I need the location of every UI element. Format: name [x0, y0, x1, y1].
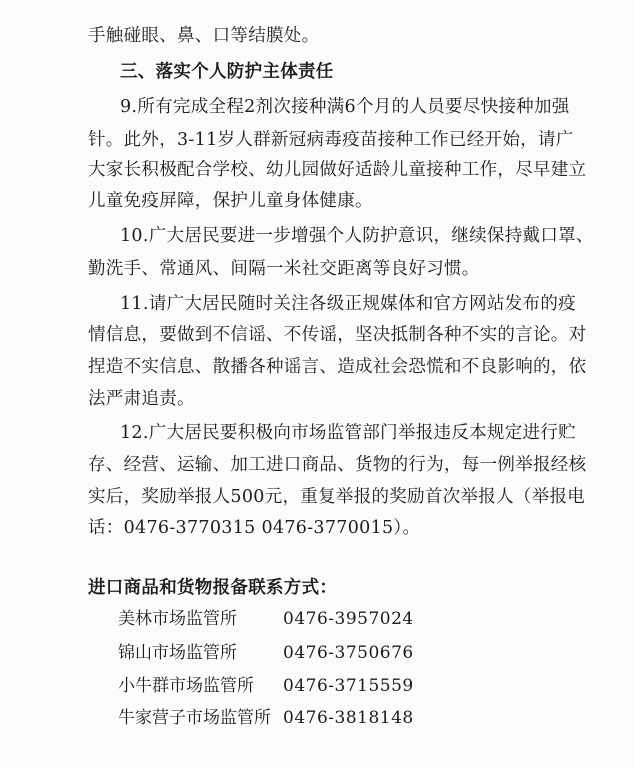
contact-phone: 0476-3715559 — [283, 676, 414, 696]
contact-phone: 0476-3818148 — [283, 708, 414, 728]
contact-phone: 0476-3957024 — [283, 609, 414, 629]
contact-name: 美林市场监管所 — [118, 609, 237, 629]
paragraph-line: 捏造不实信息、散播各种谣言、造成社会恐慌和不良影响的，依 — [88, 357, 587, 377]
paragraph-line: 针。此外，3-11岁人群新冠病毒疫苗接种工作已经开始，请广 — [88, 130, 574, 150]
paragraph-line: 话：0476-3770315 0476-3770015）。 — [88, 518, 421, 538]
contact-name: 小牛群市场监管所 — [118, 676, 254, 696]
paragraph-line: 勤洗手、常通风、间隔一米社交距离等良好习惯。 — [88, 259, 480, 279]
paragraph-line: 法严肃追责。 — [88, 389, 195, 409]
contact-name: 牛家营子市场监管所 — [118, 708, 271, 728]
paragraph-line: 11.请广大居民随时关注各级正规媒体和官方网站发布的疫 — [120, 294, 576, 314]
paragraph-line: 12.广大居民要积极向市场监管部门举报违反本规定进行贮 — [120, 423, 576, 443]
contacts-heading: 进口商品和货物报备联系方式： — [88, 578, 338, 598]
contact-phone: 0476-3750676 — [283, 643, 414, 663]
paragraph-line: 手触碰眼、鼻、口等结膜处。 — [88, 26, 320, 46]
paragraph-line: 9.所有完成全程2剂次接种满6个月的人员要尽快接种加强 — [120, 97, 570, 117]
paragraph-line: 大家长积极配合学校、幼儿园做好适龄儿童接种工作，尽早建立 — [88, 160, 587, 180]
section-heading: 三、落实个人防护主体责任 — [120, 62, 334, 82]
paragraph-line: 实后，奖励举报人500元，重复举报的奖励首次举报人（举报电 — [88, 487, 586, 507]
paragraph-line: 10.广大居民要进一步增强个人防护意识，继续保持戴口罩、 — [120, 226, 594, 246]
paragraph-line: 儿童免疫屏障，保护儿童身体健康。 — [88, 191, 373, 211]
contact-name: 锦山市场监管所 — [118, 643, 237, 663]
paragraph-line: 情信息，要做到不信谣、不传谣，坚决抵制各种不实的言论。对 — [88, 325, 587, 345]
paragraph-line: 存、经营、运输、加工进口商品、货物的行为，每一例举报经核 — [88, 455, 587, 475]
